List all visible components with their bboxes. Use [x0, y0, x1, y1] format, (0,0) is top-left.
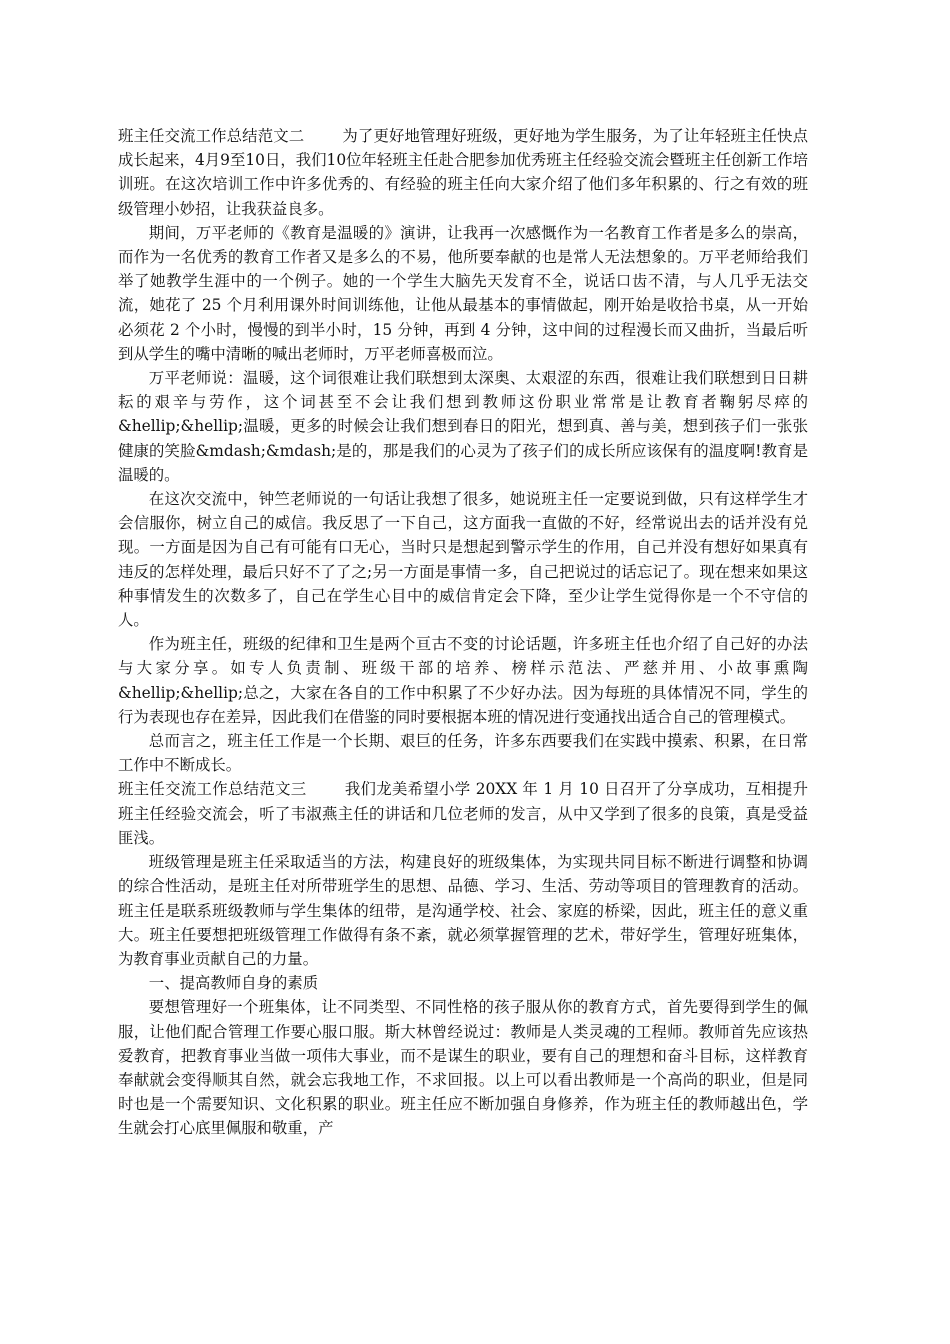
section2-opening — [118, 124, 808, 221]
section2-title: 班主任交流工作总结范文二 — [118, 127, 305, 145]
section3-paragraph-1: 班级管理是班主任采取适当的方法，构建良好的班级集体，为实现共同目标不断进行调整和协调的综合性活动，是班主任对所带班学生的思想、品德、学习、生活、劳动等项目的管理教育的活动。班主任是联系班级教师与学生集体的纽带，是沟通学校、社会、家庭的桥梁，因此，班主任的意义重大。班主任要想把班级管理工作做得有条不紊，就必须掌握管理的艺术，带好学生，管理好班集体，为教育事业贡献自己的力量。 — [118, 853, 808, 968]
section3-heading-1: 一、提高教师自身的素质 — [148, 974, 319, 993]
section3-paragraph-2: 要想管理好一个班集体，让不同类型、不同性格的孩子服从你的教育方式，首先要得到学生的佩服，让他们配合管理工作要心服口服。斯大林曾经说过：教师是人类灵魂的工程师。教师首先应该热爱教育，把教育事业当做一项伟大事业，而不是谋生的职业，要有自己的理想和奋斗目标，这样教育奉献就会变得顺其自然，就会忘我地工作，不求回报。以上可以看出教师是一个高尚的职业，但是同时也是一个需要知识、文化积累的职业。班主任应不断加强自身修养，作为班主任的教师越出色，学生就会打心底里佩服和敬重，产 — [118, 998, 808, 1138]
section2-paragraph-2: 万平老师说：温暖，这个词很难让我们联想到太深奥、太艰涩的东西，很难让我们联想到日日耕耘的艰辛与劳作，这个词甚至不会让我们想到教师这份职业常常是让教育者鞠躬尽瘁的&hellip;&hellip;温暖，更多的时候会让我们想到春日的阳光，想到真、善与美，想到孩子们一张张健康的笑脸&mdash;&mdash;是的，那是我们的心灵为了孩子们的成长所应该保有的温度啊!教育是温暖的。 — [118, 369, 808, 484]
section3-lead: 我们龙美希望小学 20XX 年 1 月 10 日召开了分享成功，互相提升班主任经验交流会，听了韦淑燕主任的讲话和几位老师的发言，从中又学到了很多的良策，真是受益匪浅。 — [118, 780, 808, 847]
section2-paragraph-1: 期间，万平老师的《教育是温暖的》演讲，让我再一次感慨作为一名教育工作者是多么的崇高，而作为一名优秀的教育工作者又是多么的不易，他所要奉献的也是常人无法想象的。万平老师给我们举了她教学生涯中的一个例子。她的一个学生大脑先天发育不全，说话口齿不清，与人几乎无法交流，她花了 25 个月利用课外时间训练他，让他从最基本的事情做起，刚开始是收拾书桌，从一开始必须花 2 个小时，慢慢的到半小时，15 分钟，再到 4 分钟，这中间的过程漫长而又曲折，当最后听到从学生的嘴中清晰的喊出老师时，万平老师喜极而泣。 — [118, 223, 808, 363]
document-page — [118, 124, 808, 1141]
section2-paragraph-3: 在这次交流中，钟竺老师说的一句话让我想了很多，她说班主任一定要说到做，只有这样学生才会信服你，树立自己的威信。我反思了一下自己，这方面我一直做的不好，经常说出去的话并没有兑现。一方面是因为自己有可能有口无心，当时只是想起到警示学生的作用，自己并没有想好如果真有违反的怎样处理，最后只好不了了之;另一方面是事情一多，自己把说过的话忘记了。现在想来如果这种事情发生的次数多了，自己在学生心目中的威信肯定会下降，至少让学生觉得你是一个不守信的人。 — [118, 490, 808, 630]
section2-lead: 为了更好地管理好班级，更好地为学生服务，为了让年轻班主任快点成长起来，4月9至10日，我们10位年轻班主任赴合肥参加优秀班主任经验交流会暨班主任创新工作培训班。在这次培训工作中许多优秀的、有经验的班主任向大家介绍了他们多年积累的、行之有效的班级管理小妙招，让我获益良多。 — [118, 127, 808, 218]
section2-paragraph-5: 总而言之，班主任工作是一个长期、艰巨的任务，许多东西要我们在实践中摸索、积累，在日常工作中不断成长。 — [118, 732, 808, 775]
section3-title: 班主任交流工作总结范文三 — [118, 780, 307, 799]
section2-paragraph-4: 作为班主任，班级的纪律和卫生是两个亘古不变的讨论话题，许多班主任也介绍了自己好的办法与大家分享。如专人负责制、班级干部的培养、榜样示范法、严慈并用、小故事熏陶&hellip;&hellip;总之，大家在各自的工作中积累了不少好办法。因为每班的具体情况不同，学生的行为表现也存在差异，因此我们在借鉴的同时要根据本班的情况进行变通找出适合自己的管理模式。 — [118, 635, 808, 726]
section3-opening — [118, 777, 808, 850]
